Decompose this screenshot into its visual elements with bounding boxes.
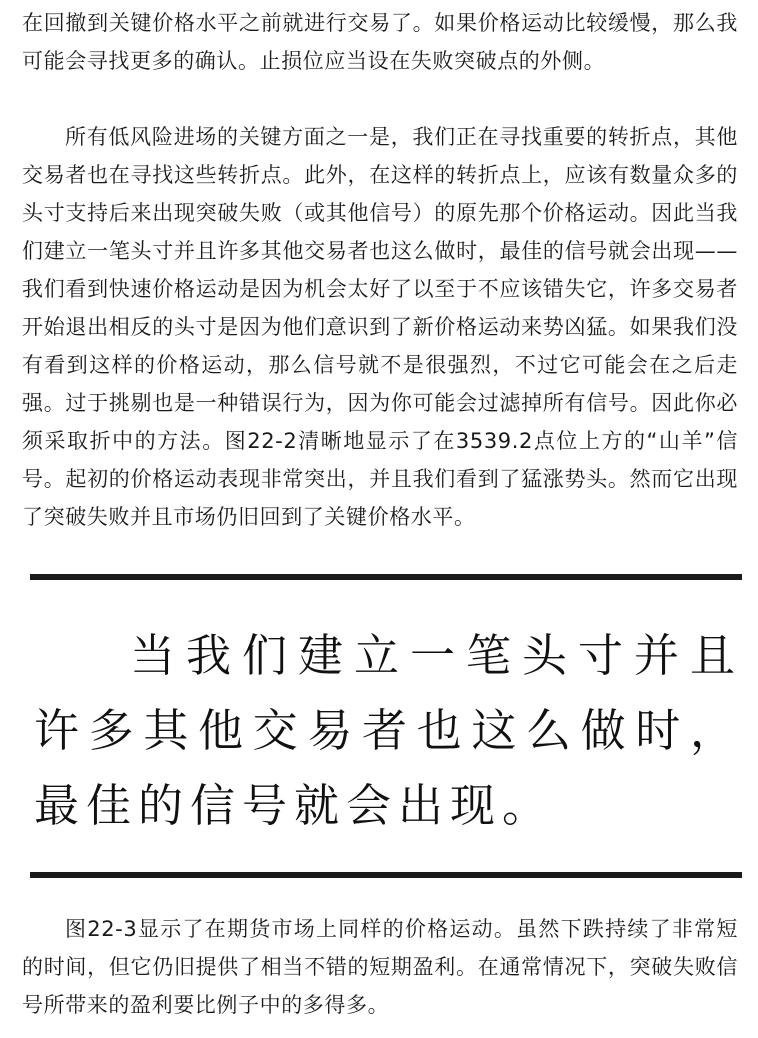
paragraph-figure-22-3: 图22-3显示了在期货市场上同样的价格运动。虽然下跌持续了非常短的时间，但它仍旧提供了相当不错的短期盈利。在通常情况下，突破失败信号所带来的盈利要比例子中的多得多。: [22, 917, 738, 1017]
paragraph-continuation: 在回撤到关键价格水平之前就进行交易了。如果价格运动比较缓慢，那么我可能会寻找更多的确认。止损位应当设在失败突破点的外侧。: [22, 11, 738, 73]
pull-quote: 当我们建立一笔头寸并且许多其他交易者也这么做时，最佳的信号就会出现。: [34, 629, 742, 832]
paragraph-low-risk-entry: 所有低风险进场的关键方面之一是，我们正在寻找重要的转折点，其他交易者也在寻找这些转折点。此外，在这样的转折点上，应该有数量众多的头寸支持后来出现突破失败（或其他信号）的原先那个价格运动。因此当我们建立一笔头寸并且许多其他交易者也这么做时，最佳的信号就会出现——我们看到快速价格运动是因为机会太好了以至于不应该错失它，许多交易者开始退出相反的头寸是因为他们意识到了新价格运动来势凶猛。如果我们没有看到这样的价格运动，那么信号就不是很强烈，不过它可能会在之后走强。过于挑剔也是一种错误行为，因为你可能会过滤掉所有信号。因此你必须采取折中的方法。图22-2清晰地显示了在3539.2点位上方的“山羊”信号。起初的价格运动表现非常突出，并且我们看到了猛涨势头。然而它出现了突破失败并且市场仍旧回到了关键价格水平。: [22, 125, 738, 529]
pull-quote-top-rule: [30, 574, 742, 580]
pull-quote-bottom-rule: [30, 872, 742, 878]
